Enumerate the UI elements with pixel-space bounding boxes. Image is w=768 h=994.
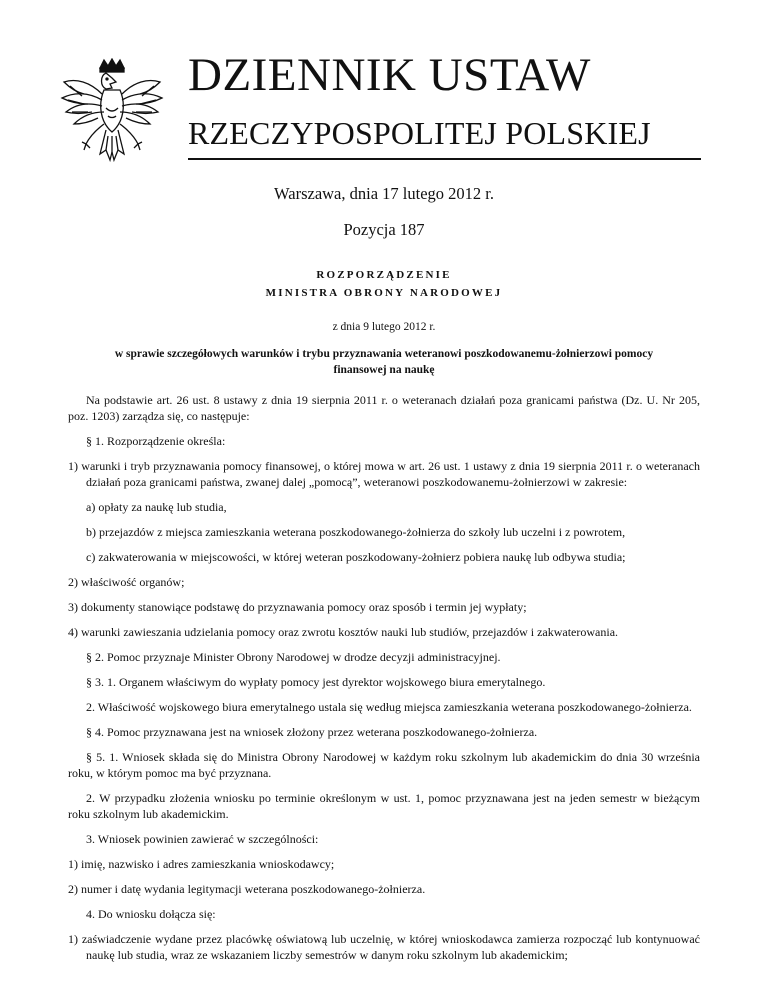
sub-list-item: a) opłaty za naukę lub studia, [86,500,227,514]
masthead-divider [188,158,701,160]
white-eagle-emblem-icon [60,58,164,182]
paragraph: 4. Do wniosku dołącza się: [86,907,216,921]
document-type: ROZPORZĄDZENIE [316,269,452,281]
regulation-body [68,392,700,972]
paragraph: § 2. Pomoc przyznaje Minister Obrony Narodowej w drodze decyzji administracyjnej. [86,650,501,664]
list-item: 3) dokumenty stanowiące podstawę do przyznawania pomocy oraz sposób i termin jej wypłaty; [68,600,527,614]
publication-place-date: Warszawa, dnia 17 lutego 2012 r. [274,184,494,203]
paragraph: § 5. 1. Wniosek składa się do Ministra Obrony Narodowej w każdym roku szkolnym lub akademickim do dnia 30 września roku, w którym pomoc ma być przyznana. [68,750,700,780]
list-item: 2) właściwość organów; [68,575,185,589]
paragraph: § 4. Pomoc przyznawana jest na wniosek złożony przez weterana poszkodowanego-żołnierza. [86,725,538,739]
paragraph: § 3. 1. Organem właściwym do wypłaty pomocy jest dyrektor wojskowego biura emerytalnego. [86,675,546,689]
sub-list-item: b) przejazdów z miejsca zamieszkania weterana poszkodowanego-żołnierza do szkoły lub uczelni i z powrotem, [86,525,626,539]
paragraph: § 1. Rozporządzenie określa: [86,434,226,448]
regulation-subject: w sprawie szczegółowych warunków i trybu przyznawania weteranowi poszkodowanemu-żołnierzowi pomocy finansowej na naukę [114,348,654,376]
list-item: 2) numer i datę wydania legitymacji weterana poszkodowanego-żołnierza. [68,882,426,896]
journal-title: DZIENNIK USTAW [188,49,591,101]
list-item: 1) imię, nazwisko i adres zamieszkania wnioskodawcy; [68,857,335,871]
journal-subtitle: RZECZYPOSPOLITEJ POLSKIEJ [188,115,651,151]
list-item: 1) warunki i tryb przyznawania pomocy finansowej, o której mowa w art. 26 ust. 1 ustawy z dnia 19 sierpnia 2011 r. o weteranach działań poza granicami państwa, zwanej dalej „pomocą”, weteranowi poszkodowanemu-żołnierzowi w zakresie: [68,459,700,489]
paragraph: 2. W przypadku złożenia wniosku po terminie określonym w ust. 1, pomoc przyznawana jest na jeden semestr w bieżącym roku szkolnym lub akademickim. [68,791,700,821]
list-item: 1) zaświadczenie wydane przez placówkę oświatową lub uczelnię, w której wnioskodawca zamierza rozpocząć lub kontynuować naukę lub studia, wraz ze wskazaniem liczby semestrów w danym roku szkolnym lub akademickim; [68,932,700,962]
issuing-authority: MINISTRA OBRONY NARODOWEJ [265,287,503,299]
position-number: Pozycja 187 [343,220,425,239]
issue-date: z dnia 9 lutego 2012 r. [332,321,436,333]
paragraph: Na podstawie art. 26 ust. 8 ustawy z dnia 19 sierpnia 2011 r. o weteranach działań poza granicami państwa (Dz. U. Nr 205, poz. 1203) zarządza się, co następuje: [68,393,700,423]
paragraph: 2. Właściwość wojskowego biura emerytalnego ustala się według miejsca zamieszkania weterana poszkodowanego-żołnierza. [86,700,692,714]
sub-list-item: c) zakwaterowania w miejscowości, w której weteran poszkodowany-żołnierz pobiera naukę lub odbywa studia; [86,550,626,564]
paragraph: 3. Wniosek powinien zawierać w szczególności: [86,832,319,846]
list-item: 4) warunki zawieszania udzielania pomocy oraz zwrotu kosztów nauki lub studiów, przejazdów i zakwaterowania. [68,625,619,639]
